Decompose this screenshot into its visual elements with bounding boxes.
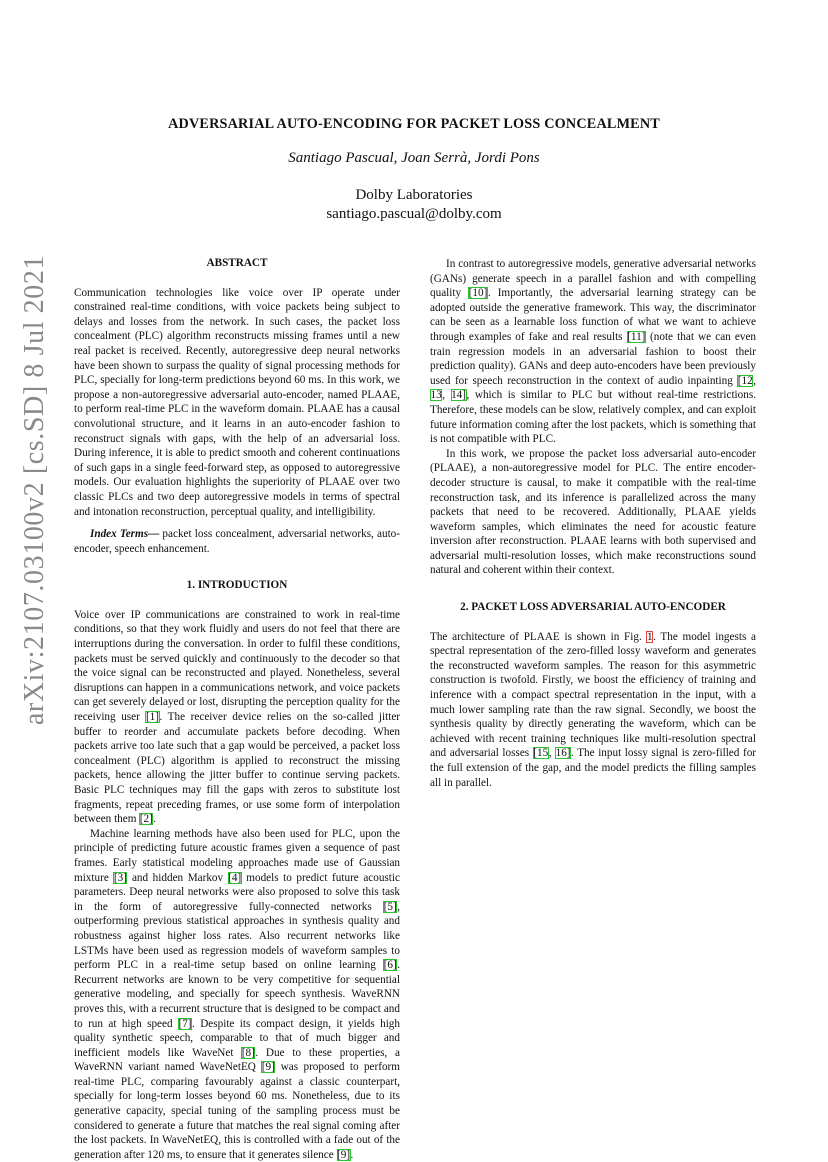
intro-paragraph-4: In this work, we propose the packet loss adversarial auto-encoder (PLAAE), a non-autoregressive model for PLC. The entire encoder-decoder structure is causal, to make it compatible with the real-time reconstruction task, and its inference is parallelized across the many packets that need to be recovered. Additionally, PLAAE yields waveform samples, which eliminates the need for acoustic feature inversion after reconstruction. PLAAE learns with both supervised and adversarial multi-resolution losses, which make reconstructions sound natural and coherent within their context. [430,447,756,577]
text-run: . Recurrent networks are known to be very competitive for sequential generative modeling, and specially for speech synthesis. WaveRNN proves this, with a recurrent structure that is designed to be compact and to run at high speed [74,959,400,1030]
section2-heading: 2. PACKET LOSS ADVERSARIAL AUTO-ENCODER [460,601,726,614]
text-run: . The model ingests a spectral representation of the zero-filled lossy waveform and generates the reconstructed waveform samples. The reason for this asymmetric construction is twofold. Firstly, we boost the efficiency of training and inference with a compact spectral representation in the input, with a much lower sampling rate than the raw signal. Secondly, we boost the synthesis quality by directly generating the waveform, which can be achieved with recent training techniques like multi-resolution spectral and adversarial losses [430,630,756,760]
intro-paragraph-2 [74,827,400,1162]
text-run: , [442,389,451,402]
author-email[interactable]: santiago.pascual@dolby.com [326,206,502,222]
arxiv-identifier: arXiv:2107.03100v2 [cs.SD] 8 Jul 2021 [19,254,50,726]
paper-authors: Santiago Pascual, Joan Serrà, Jordi Pons [288,150,540,166]
citation-link[interactable]: [11] [627,330,646,343]
intro-paragraph-3 [430,257,756,447]
citation-link[interactable]: [8] [241,1046,255,1059]
citation-link[interactable]: [9] [261,1061,275,1074]
text-run: . The receiver device relies on the so-called jitter buffer to reorder and accumulate packets before decoding. When packets arrive too late such that a gap would be perceived, a packet loss concealment (PLC) algorithm is applied to reconstruct the missing packets, hence allowing the jitter buffer to continue serving packets. Basic PLC techniques may fill the gaps with zeros to substitute lost fragments, repeat preceding frames, or use some form of interpolation between them [74,711,401,826]
citation-link[interactable]: [4] [228,871,242,884]
text-run: models to predict future acoustic parameters. Deep neural networks were also proposed to solve this task in the form of autoregressive fully-connected networks [74,871,400,913]
citation-link[interactable]: [1] [145,711,159,724]
section2-paragraph-1 [430,630,756,791]
citation-link[interactable]: [2] [139,813,153,826]
text-run: . Due to these properties, a WaveRNN variant named WaveNetEQ [74,1046,401,1074]
affiliation-block [74,186,754,224]
text-run: , outperforming previous statistical approaches in synthesis quality and robustness against higher loss rates. Also recurrent networks like LSTMs have been used as regression models of waveform samples to perform PLC in a real-time setup based on online learning [74,900,400,972]
text-run: , [753,374,756,387]
affiliation: Dolby Laboratories [355,187,473,203]
citation-link[interactable]: [9] [337,1148,351,1161]
citation-link[interactable]: [5] [383,900,397,913]
index-terms-text: packet loss concealment, adversarial networks, auto-encoder, speech enhancement. [74,528,400,555]
citation-link[interactable]: [3] [113,871,127,884]
citation-link[interactable]: [15 [533,747,549,760]
index-terms [74,527,400,556]
figure-link[interactable]: 1 [646,630,653,643]
text-run: (note that we can even train regression models in an adversarial fashion to boost their prediction quality). GANs and deep auto-encoders have been previously used for speech reconstruction in the context of audio inpainting [430,330,757,387]
intro-paragraph-1 [74,608,400,827]
introduction-heading: 1. INTRODUCTION [186,579,288,592]
index-terms-label: Index Terms— [90,528,160,541]
abstract-text: Communication technologies like voice over IP operate under constrained real-time conditions, with voice packets being subject to delays and losses from the network. In such cases, the packet loss concealment (PLC) algorithm reconstructs missing frames until a new real packet is received. Recently, autoregressive deep neural networks have been shown to surpass the quality of signal processing methods for PLC, specially for long-term predictions beyond 60 ms. In this work, we propose a non-autoregressive adversarial auto-encoder, named PLAAE, to perform real-time PLC in the waveform domain. PLAAE has a causal convolutional structure, and it learns in an auto-encoder fashion to reconstruct signals with gaps, with the help of an adversarial loss. During inference, it is able to predict smooth and coherent continuations of such gaps in a single feed-forward step, as opposed to autoregressive models. Our evaluation highlights the superiority of PLAAE over two classic PLCs and two deep autoregressive models in terms of spectral and intonation reconstruction, perceptual quality, and intelligibility. [74,286,400,518]
text-run: . Despite its compact design, it yields high quality synthetic speech, comparable to that of much bigger and inefficient models like WaveNet [74,1017,400,1059]
left-column [74,256,400,1162]
right-column [430,257,756,790]
text-run: Voice over IP communications are constrained to work in real-time conditions, so that they work fluidly and users do not feel that there are interruptions during the conversation. In order to fulfil these conditions, packets must be served quickly and continuously to the decoder so that the voice signal can be reconstructed and played. Nonetheless, several disruptions can happen in a communications network, and voice packets can get severely delayed or lost, disrupting the perception quality for the receiving user [74,608,400,724]
text-run: . [153,813,157,826]
citation-link[interactable]: 16] [555,747,571,760]
citation-link[interactable]: [7] [178,1017,192,1030]
text-run: was proposed to perform real-time PLC, comparing favourably against a classic counterpart, specially for long-term losses beyond 60 ms. Nonetheless, due to its generative capacity, special tuning of the sampling process must be considered to generate a future that matches the real signal coming after the lost packets. In WaveNetEQ, this is controlled with a fade out of the generation after 120 ms, to ensure that it generates silence [74,1061,400,1161]
text-run: , [548,747,556,760]
arxiv-side-label [4,254,66,726]
paper-title: ADVERSARIAL AUTO-ENCODING FOR PACKET LOSS CONCEALMENT [168,116,660,132]
text-run: . [350,1148,354,1161]
text-run: , which is similar to PLC but without real-time restrictions. Therefore, these models can be slow, relatively complex, and can exploit future information coming after the lost packets, which is something that is not compatible with PLC. [430,389,756,446]
citation-link[interactable]: 14] [451,389,466,402]
text-run: and hidden Markov [127,871,228,884]
text-run: . Importantly, the adversarial learning strategy can be adopted outside the generative framework. This way, the discriminator can be seen as a learnable loss function of what we want to achieve through examples of fake and real results [430,287,757,343]
citation-link[interactable]: [6] [383,959,397,972]
text-run: In contrast to autoregressive models, generative adversarial networks (GANs) generate speech in a parallel fashion and with compelling quality [430,258,756,300]
text-run: . The input lossy signal is zero-filled for the full extension of the gap, and the model predicts the filling samples all in parallel. [430,747,757,789]
text-run: Machine learning methods have also been used for PLC, upon the principle of predicting future acoustic frames given a sequence of past frames. Early statistical modeling approaches made use of Gaussian mixture [74,827,400,884]
citation-link[interactable]: [10] [468,287,488,300]
citation-link[interactable]: 13 [430,389,442,402]
citation-link[interactable]: [12 [737,374,753,387]
abstract-heading: ABSTRACT [206,257,268,269]
text-run: The architecture of PLAAE is shown in Fig. [430,630,647,643]
